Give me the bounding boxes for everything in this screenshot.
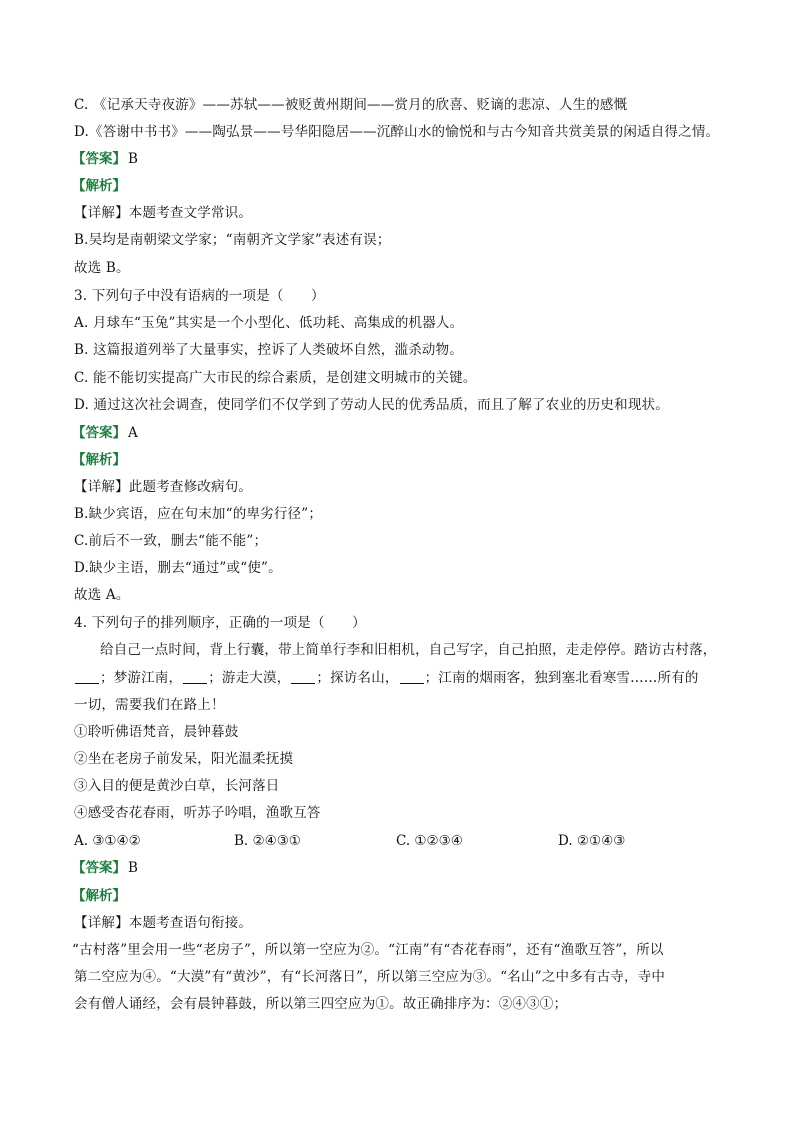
answer-label: 【答案】	[72, 425, 126, 441]
q4-item-2: ②坐在老房子前发呆，阳光温柔抚摸	[74, 751, 294, 767]
q2-explain: B.吴均是南朝梁文学家；“南朝齐文学家”表述有误；	[74, 232, 391, 248]
q3-option-d: D. 通过这次社会调查，使同学们不仅学到了劳动人民的优秀品质，而且了解了农业的历史和现状。	[74, 397, 669, 413]
passage-segment: ；探访名山，	[316, 670, 399, 686]
q2-analysis-label: 【解析】	[72, 178, 126, 194]
q2-answer	[72, 149, 138, 169]
q4-analysis-label: 【解析】	[72, 888, 126, 904]
q4-detail: 【详解】本题考查语句衔接。	[74, 915, 253, 931]
q2-conclusion: 故选 B。	[74, 260, 130, 276]
q3-option-b: B. 这篇报道列举了大量事实，控诉了人类破坏自然，滥杀动物。	[74, 342, 464, 358]
answer-label: 【答案】	[72, 151, 126, 167]
q4-answer	[72, 858, 138, 878]
q4-explain-2: 第二空应为④。“大漠”有“黄沙”，有“长河落日”，所以第三空应为③。“名山”之中多有古寺，寺中	[74, 969, 666, 985]
q3-option-c: C. 能不能切实提高广大市民的综合素质，是创建文明城市的关键。	[74, 370, 477, 386]
q3-detail: 【详解】此题考查修改病句。	[74, 479, 253, 495]
q4-passage-line-1: 给自己一点时间，背上行囊，带上简单行李和旧相机，自己写字，自己拍照，走走停停。踏访古村落，	[100, 642, 717, 658]
passage-segment: ；江南的烟雨客，独到塞北看寒雪……所有的	[424, 670, 699, 686]
q2-detail: 【详解】本题考查文学常识。	[74, 205, 253, 221]
q4-option-c: C. ①②③④	[396, 833, 463, 849]
q4-passage-line-3: 一切，需要我们在路上！	[74, 697, 225, 713]
q4-item-3: ③入目的便是黄沙白草，长河落日	[74, 778, 280, 794]
q4-item-1: ①聆听佛语梵音，晨钟暮鼓	[74, 724, 239, 740]
q3-answer	[72, 423, 138, 443]
blank-3	[291, 669, 315, 684]
q3-stem: 3. 下列句子中没有语病的一项是（ ）	[74, 288, 325, 304]
q3-option-a: A. 月球车“玉兔”其实是一个小型化、低功耗、高集成的机器人。	[74, 315, 464, 331]
q2-option-d: D.《答谢中书书》——陶弘景——号华阳隐居——沉醉山水的愉悦和与古今知音共赏美景的闲适自得之情。	[74, 124, 720, 140]
answer-value: B	[128, 151, 138, 167]
q3-conclusion: 故选 A。	[74, 587, 130, 603]
q4-option-b: B. ②④③①	[234, 833, 301, 849]
q3-analysis-label: 【解析】	[72, 452, 126, 468]
q4-explain-1: “古村落”里会用一些“老房子”，所以第一空应为②。“江南”有“杏花春雨”，还有“渔歌互答”，所以	[72, 942, 664, 958]
answer-value: B	[128, 860, 138, 876]
q3-explain-c: C.前后不一致，删去“能不能”；	[74, 533, 268, 549]
q4-option-d: D. ②①④③	[558, 833, 626, 849]
q4-explain-3: 会有僧人诵经，会有晨钟暮鼓，所以第三四空应为①。故正确排序为：②④③①；	[74, 996, 568, 1012]
blank-1	[75, 669, 99, 684]
blank-4	[400, 669, 424, 684]
q4-item-4: ④感受杏花春雨，听苏子吟唱，渔歌互答	[74, 805, 321, 821]
q4-passage-line-2	[74, 668, 734, 688]
answer-value: A	[128, 425, 138, 441]
q4-stem: 4. 下列句子的排列顺序，正确的一项是（ ）	[74, 615, 366, 631]
q3-explain-d: D.缺少主语，删去“通过”或“使”。	[74, 560, 282, 576]
q2-option-c: C. 《记承天寺夜游》——苏轼——被贬黄州期间——赏月的欣喜、贬谪的悲凉、人生的感慨	[74, 97, 628, 113]
passage-segment: ；梦游江南，	[100, 670, 183, 686]
q3-explain-b: B.缺少宾语，应在句末加“的卑劣行径”；	[74, 506, 323, 522]
blank-2	[183, 669, 207, 684]
answer-label: 【答案】	[72, 860, 126, 876]
passage-segment: ；游走大漠，	[208, 670, 291, 686]
q4-option-a: A. ③①④②	[74, 833, 141, 849]
